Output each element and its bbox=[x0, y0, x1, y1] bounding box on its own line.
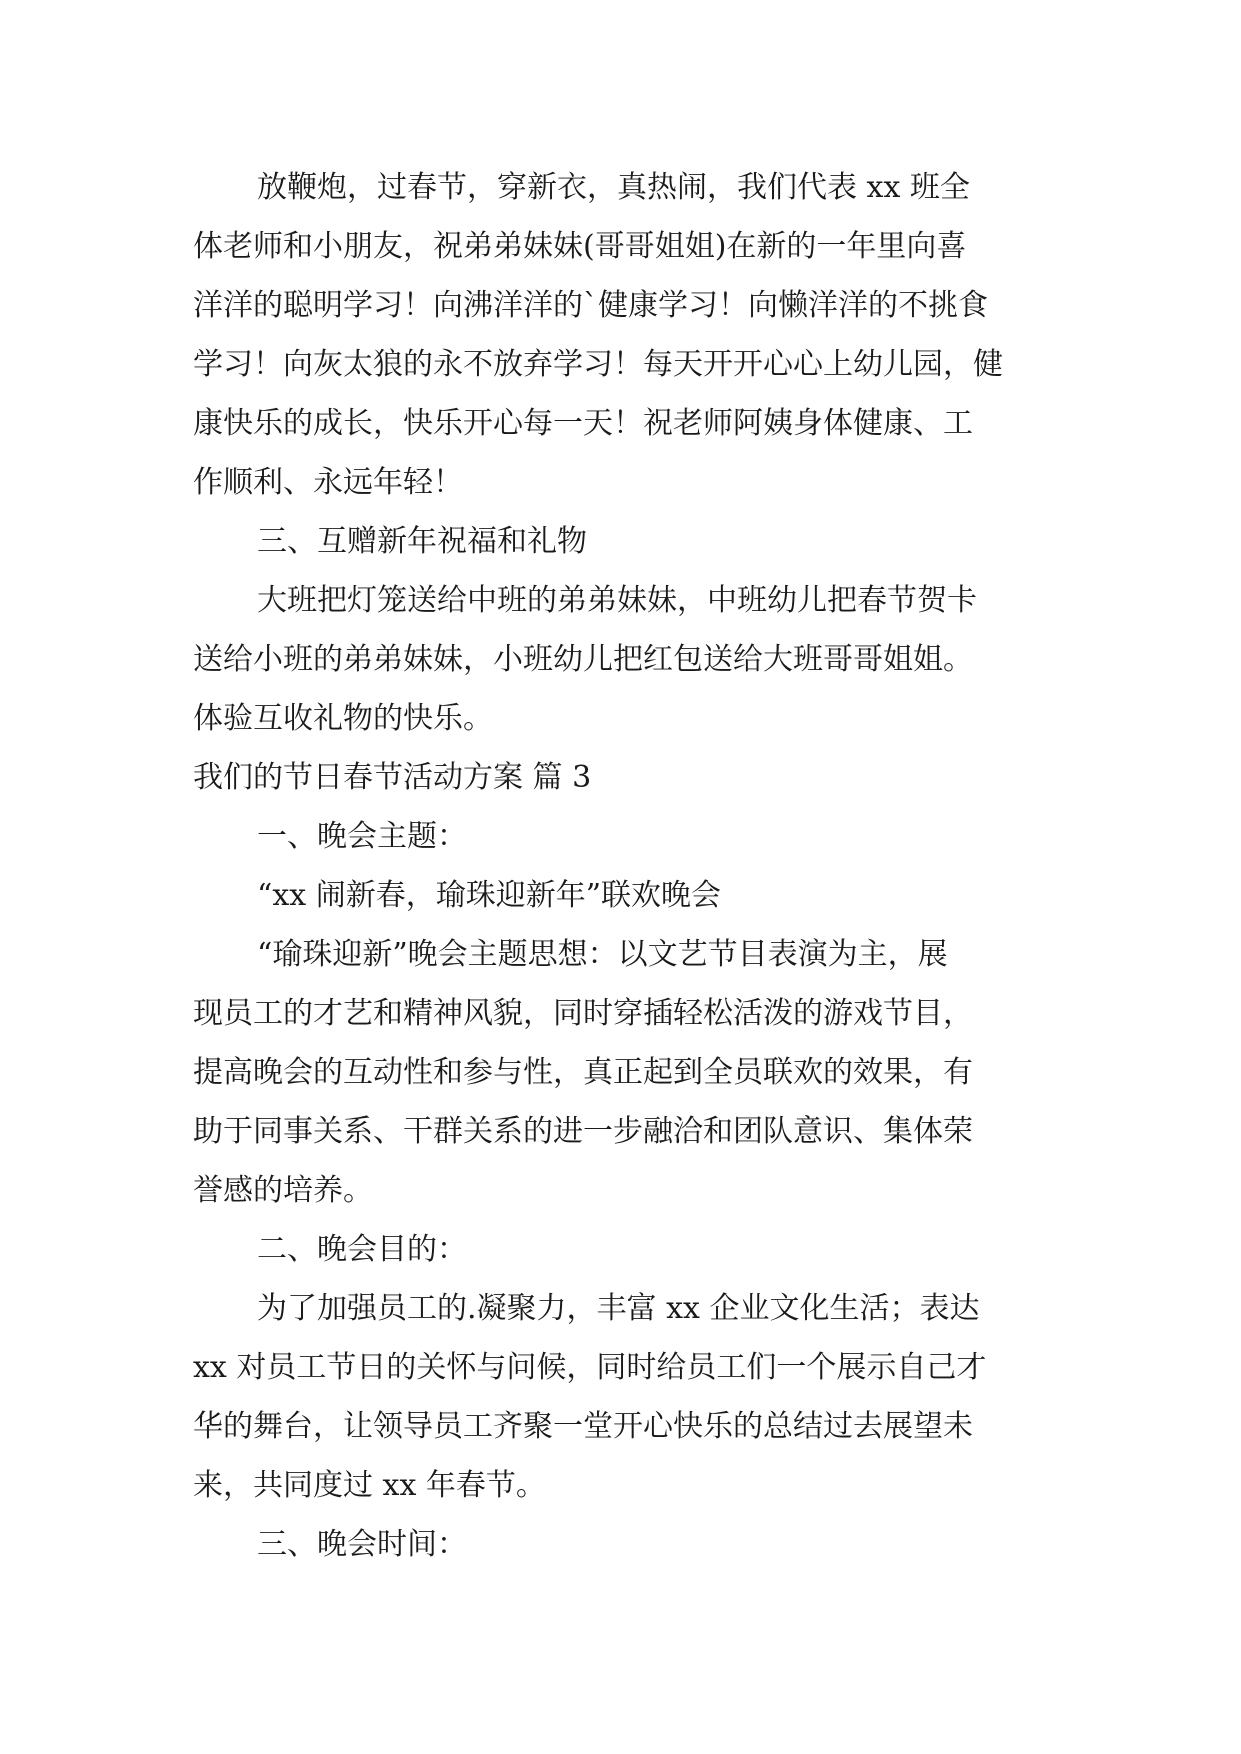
text-line: 大班把灯笼送给中班的弟弟妹妹，中班幼儿把春节贺卡 bbox=[257, 583, 977, 618]
text-line: 为了加强员工的.凝聚力，丰富 xx 企业文化生活；表达 bbox=[257, 1291, 980, 1326]
text-line: 提高晚会的互动性和参与性，真正起到全员联欢的效果，有 bbox=[193, 1055, 973, 1090]
text-line: 华的舞台，让领导员工齐聚一堂开心快乐的总结过去展望未 bbox=[193, 1409, 973, 1444]
text-line: xx 对员工节日的关怀与问候，同时给员工们一个展示自己才 bbox=[193, 1350, 987, 1385]
text-line: “xx 闹新春，瑜珠迎新年”联欢晚会 bbox=[257, 878, 722, 913]
text-line: 洋洋的聪明学习！向沸洋洋的`健康学习！向懒洋洋的不挑食 bbox=[193, 288, 988, 323]
text-line: 助于同事关系、干群关系的进一步融洽和团队意识、集体荣 bbox=[193, 1114, 973, 1149]
text-line: 誉感的培养。 bbox=[193, 1173, 373, 1208]
article-title: 我们的节日春节活动方案 篇 3 bbox=[193, 760, 592, 795]
text-line: 作顺利、永远年轻！ bbox=[193, 465, 463, 500]
text-line: “瑜珠迎新”晚会主题思想：以文艺节目表演为主，展 bbox=[257, 937, 948, 972]
text-line: 体老师和小朋友，祝弟弟妹妹(哥哥姐姐)在新的一年里向喜 bbox=[193, 229, 967, 264]
document-body bbox=[193, 158, 1073, 1574]
text-line: 来，共同度过 xx 年春节。 bbox=[193, 1468, 546, 1503]
section-heading: 一、晚会主题： bbox=[257, 819, 467, 854]
section-heading: 二、晚会目的： bbox=[257, 1232, 467, 1267]
section-heading: 三、互赠新年祝福和礼物 bbox=[257, 524, 587, 559]
text-line: 康快乐的成长，快乐开心每一天！祝老师阿姨身体健康、工 bbox=[193, 406, 973, 441]
text-line: 现员工的才艺和精神风貌，同时穿插轻松活泼的游戏节目， bbox=[193, 996, 973, 1031]
text-line: 放鞭炮，过春节，穿新衣，真热闹，我们代表 xx 班全 bbox=[257, 170, 970, 205]
text-line: 送给小班的弟弟妹妹，小班幼儿把红包送给大班哥哥姐姐。 bbox=[193, 642, 973, 677]
text-line: 体验互收礼物的快乐。 bbox=[193, 701, 493, 736]
text-line: 学习！向灰太狼的永不放弃学习！每天开开心心上幼儿园，健 bbox=[193, 347, 1003, 382]
section-heading: 三、晚会时间： bbox=[257, 1527, 467, 1562]
